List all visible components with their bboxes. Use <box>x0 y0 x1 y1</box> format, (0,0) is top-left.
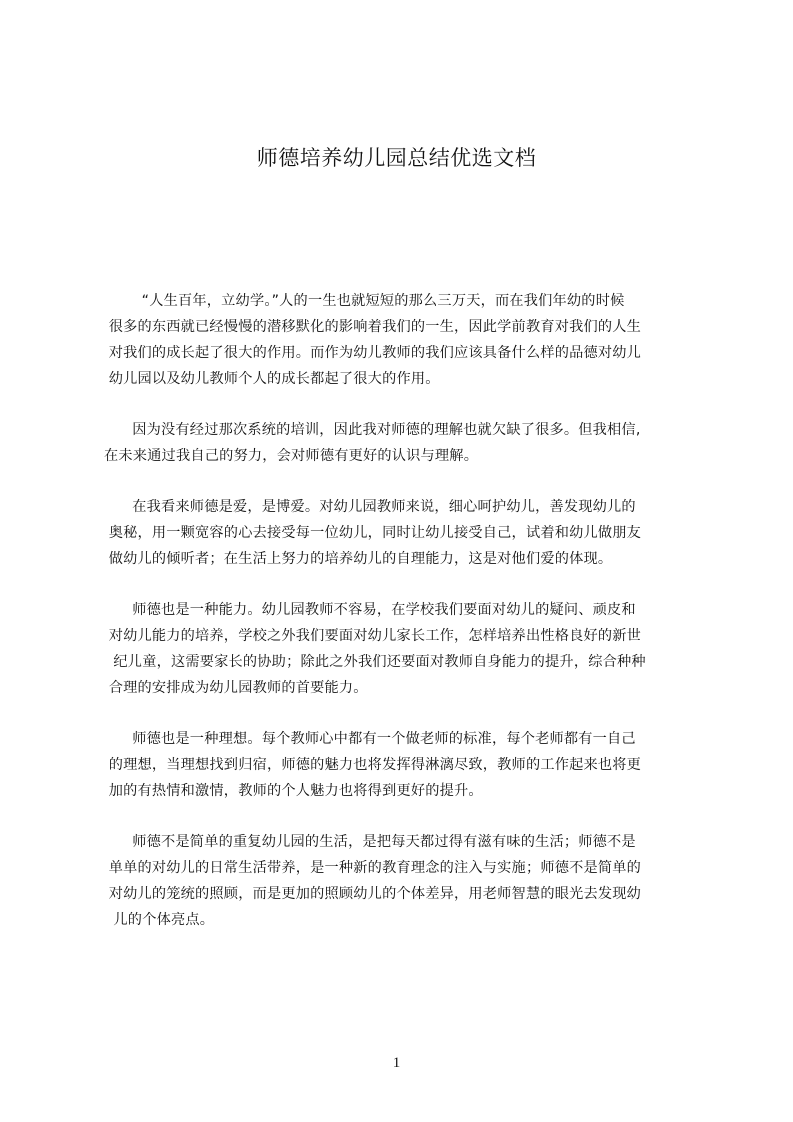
text-line: 幼儿园以及幼儿教师个人的成长都起了很大的作用。 <box>104 371 440 387</box>
paragraph-training <box>104 417 702 469</box>
text-line: 奥秘，用一颗宽容的心去接受每一位幼儿，同时让幼儿接受自己，试着和幼儿做朋友 <box>104 525 642 541</box>
document-title: 师德培养幼儿园总结优选文档 <box>256 146 537 170</box>
text-line: 师德也是一种能力。幼儿园教师不容易，在学校我们要面对幼儿的疑问、顽皮和 <box>104 602 636 618</box>
text-line: 对我们的成长起了很大的作用。而作为幼儿教师的我们应该具备什么样的品德对幼儿 <box>104 345 642 361</box>
text-line: 做幼儿的倾听者；在生活上努力的培养幼儿的自理能力，这是对他们爱的体现。 <box>104 551 613 567</box>
text-line: 师德也是一种理想。每个教师心中都有一个做老师的标准，每个老师都有一自己 <box>104 731 636 747</box>
text-line: 合理的安排成为幼儿园教师的首要能力。 <box>104 680 368 696</box>
text-line: 加的有热情和激情，教师的个人魅力也将得到更好的提升。 <box>104 783 483 799</box>
text-line: 的理想，当理想找到归宿，师德的魅力也将发挥得淋漓尽致，教师的工作起来也将更 <box>104 757 642 773</box>
text-line: 纪儿童，这需要家长的协助；除此之外我们还要面对教师自身能力的提升，综合种种 <box>104 654 646 670</box>
paragraph-not-simple <box>104 829 702 933</box>
document-body <box>104 288 702 958</box>
text-line: 对幼儿的笼统的照顾，而是更加的照顾幼儿的个体差异，用老师智慧的眼光去发现幼 <box>104 886 642 902</box>
paragraph-love <box>104 494 702 572</box>
paragraph-ideal <box>104 726 702 804</box>
text-line: 儿的个体亮点。 <box>104 912 215 928</box>
paragraph-ability <box>104 597 702 701</box>
text-line: 单单的对幼儿的日常生活带养，是一种新的教育理念的注入与实施；师德不是简单的 <box>104 860 642 876</box>
text-line: 对幼儿能力的培养，学校之外我们要面对幼儿家长工作，怎样培养出性格良好的新世 <box>104 628 642 644</box>
text-line: “人生百年，立幼学。”人的一生也就短短的那么三万天，而在我们年幼的时候 <box>104 293 625 309</box>
paragraph-intro <box>104 288 702 392</box>
text-line: 很多的东西就已经慢慢的潜移默化的影响着我们的一生，因此学前教育对我们的人生 <box>104 319 642 335</box>
text-line: 在未来通过我自己的努力，会对师德有更好的认识与理解。 <box>104 448 479 464</box>
text-line: 因为没有经过那次系统的培训，因此我对师德的理解也就欠缺了很多。但我相信, <box>104 422 641 438</box>
page-number: 1 <box>392 1055 401 1071</box>
text-line: 师德不是简单的重复幼儿园的生活，是把每天都过得有滋有味的生活；师德不是 <box>104 834 636 850</box>
text-line: 在我看来师德是爱，是博爱。对幼儿园教师来说，细心呵护幼儿，善发现幼儿的 <box>104 499 636 515</box>
